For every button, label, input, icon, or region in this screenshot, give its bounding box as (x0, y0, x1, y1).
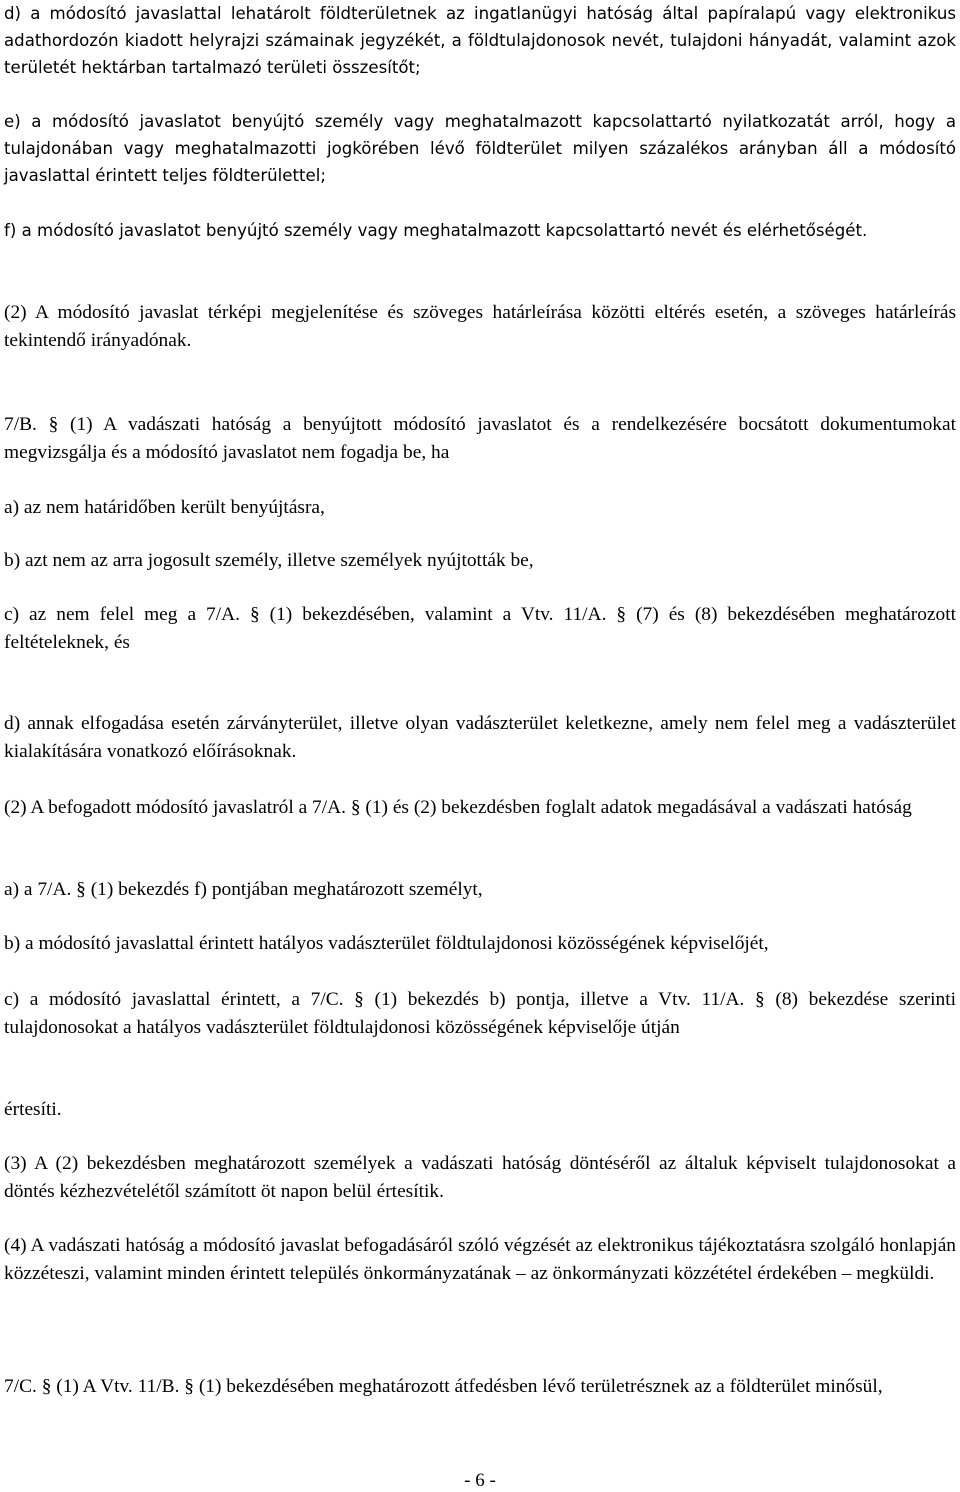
paragraph-7b-2-a: a) a 7/A. § (1) bekezdés f) pontjában meghatározott személyt, (4, 879, 483, 900)
paragraph-d-jegyzek: d) a módosító javaslattal lehatárolt földterületnek az ingatlanügyi hatóság által papíralapú vagy elektronikus adathordozón kiadott helyrajzi számainak jegyzékét, a földtulajdonosok nevét, tulajdoni hányadát, valamint azok területét hektárban tartalmazó területi összesítőt; (4, 4, 956, 77)
page-number: - 6 - (464, 1470, 496, 1491)
paragraph-7b-2: (2) A befogadott módosító javaslatról a 7/A. § (1) és (2) bekezdésben foglalt adatok megadásával a vadászati hatóság (4, 797, 912, 818)
paragraph-7b-4: (4) A vadászati hatóság a módosító javaslat befogadásáról szóló végzését az elektronikus tájékoztatásra szolgáló honlapján közzéteszi, valamint minden érintett település önkormányzatának – az önkormányzati közzététel érdekében – megküldi. (4, 1235, 956, 1284)
paragraph-7b-b: b) azt nem az arra jogosult személy, illetve személyek nyújtották be, (4, 550, 534, 571)
paragraph-7b-c: c) az nem felel meg a 7/A. § (1) bekezdésében, valamint a Vtv. 11/A. § (7) és (8) bekezdésében meghatározott feltételeknek, és (4, 604, 956, 653)
paragraph-7b-d: d) annak elfogadása esetén zárványterület, illetve olyan vadászterület keletkezne, amely nem felel meg a vadászterület kialakítására vonatkozó előírásoknak. (4, 713, 956, 762)
paragraph-7b-2-c: c) a módosító javaslattal érintett, a 7/C. § (1) bekezdés b) pontja, illetve a Vtv. 11/A. § (8) bekezdése szerinti tulajdonosokat a hatályos vadászterület földtulajdonosi közösségének képviselője útján (4, 989, 956, 1038)
paragraph-7b-1: 7/B. § (1) A vadászati hatóság a benyújtott módosító javaslatot és a rendelkezésére bocsátott dokumentumokat megvizsgálja és a módosító javaslatot nem fogadja be, ha (4, 414, 956, 463)
paragraph-e-nyilatkozat: e) a módosító javaslatot benyújtó személy vagy meghatalmazott kapcsolattartó nyilatkozatát arról, hogy a tulajdonában vagy meghatalmazotti jogkörében lévő földterület milyen százalékos arányban áll a módosító javaslattal érintett teljes földterülettel; (4, 112, 956, 185)
paragraph-f-kapcsolattarto: f) a módosító javaslatot benyújtó személy vagy meghatalmazott kapcsolattartó nevét és elérhetőségét. (4, 221, 868, 240)
paragraph-7b-2-b: b) a módosító javaslattal érintett hatályos vadászterület földtulajdonosi közösségének képviselőjét, (4, 933, 769, 954)
paragraph-7b-a: a) az nem határidőben került benyújtásra, (4, 497, 325, 518)
paragraph-7c-1: 7/C. § (1) A Vtv. 11/B. § (1) bekezdésében meghatározott átfedésben lévő területrésznek az a földterület minősül, (4, 1376, 883, 1397)
paragraph-7b-3: (3) A (2) bekezdésben meghatározott személyek a vadászati hatóság döntéséről az általuk képviselt tulajdonosokat a döntés kézhezvételétől számított öt napon belül értesítik. (4, 1153, 956, 1202)
paragraph-ertesiti: értesíti. (4, 1099, 62, 1120)
paragraph-2-terkepi-megjelenites: (2) A módosító javaslat térképi megjelenítése és szöveges határleírása közötti eltérés esetén, a szöveges határleírás tekintendő irányadónak. (4, 302, 956, 351)
